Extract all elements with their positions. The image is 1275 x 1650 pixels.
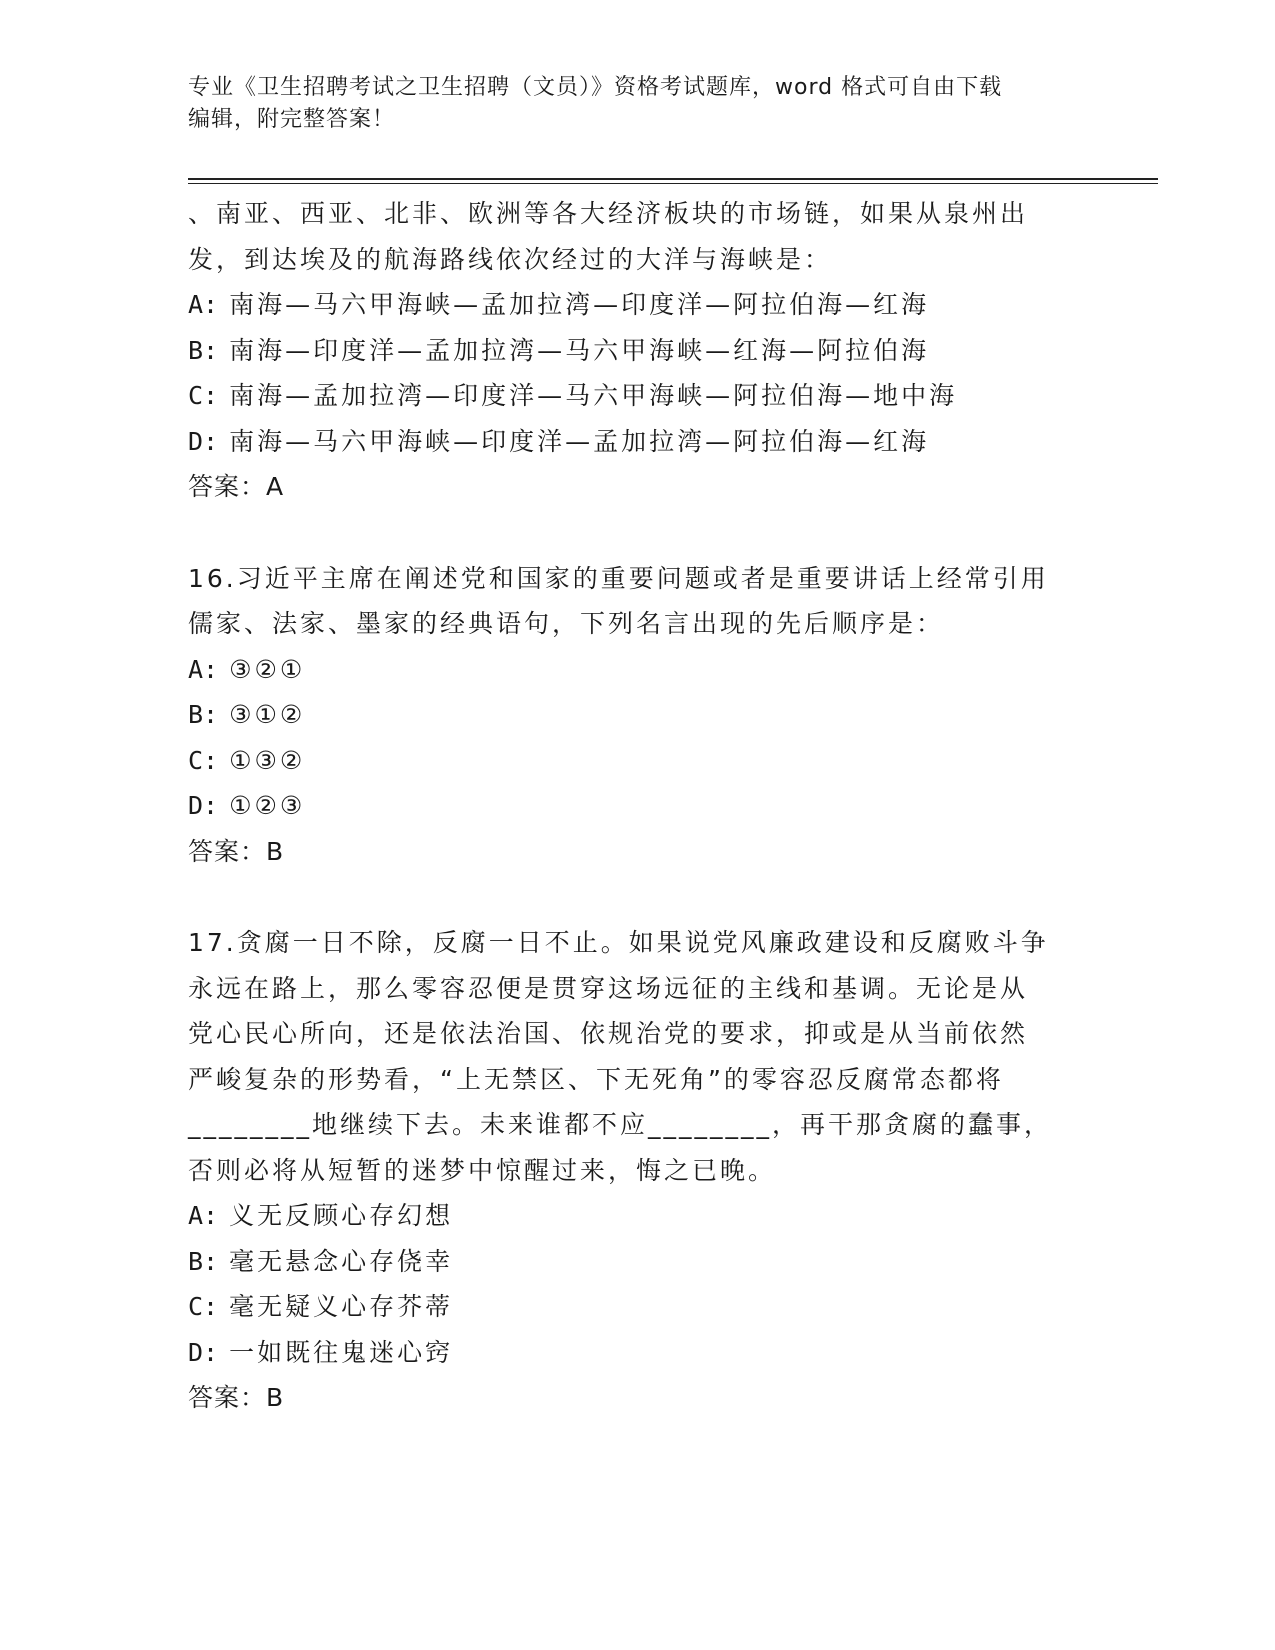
option-a bbox=[188, 647, 1088, 693]
option-letter: D: bbox=[188, 1337, 219, 1367]
option-d bbox=[188, 783, 1088, 829]
option-text: ③①② bbox=[229, 700, 306, 729]
option-text: 义无反顾心存幻想 bbox=[229, 1201, 454, 1230]
option-b bbox=[188, 328, 1088, 374]
option-text: ①③② bbox=[229, 745, 306, 775]
option-text: 南海—马六甲海峡—孟加拉湾—印度洋—阿拉伯海—红海 bbox=[229, 290, 930, 319]
option-letter: D: bbox=[188, 791, 219, 820]
question-16 bbox=[188, 556, 1088, 875]
option-c bbox=[188, 373, 1088, 419]
option-b bbox=[188, 1239, 1088, 1285]
option-text: ③②① bbox=[229, 654, 306, 684]
question-stem-line: 17.贪腐一日不除，反腐一日不止。如果说党风廉政建设和反腐败斗争 bbox=[188, 928, 1049, 957]
option-c bbox=[188, 1284, 1088, 1330]
option-letter: B: bbox=[188, 1246, 219, 1276]
option-letter: B: bbox=[188, 335, 219, 365]
question-stem-line: 党心民心所向，还是依法治国、依规治党的要求，抑或是从当前依然 bbox=[188, 1019, 1029, 1048]
option-text: 南海—孟加拉湾—印度洋—马六甲海峡—阿拉伯海—地中海 bbox=[229, 381, 958, 410]
option-a bbox=[188, 282, 1088, 328]
option-text: 毫无疑义心存芥蒂 bbox=[229, 1292, 454, 1321]
answer-line: 答案：A bbox=[188, 472, 285, 501]
question-stem-line: 16.习近平主席在阐述党和国家的重要问题或者是重要讲话上经常引用 bbox=[188, 563, 1049, 593]
option-letter: C: bbox=[188, 381, 219, 410]
option-text: 南海—印度洋—孟加拉湾—马六甲海峡—红海—阿拉伯海 bbox=[229, 335, 930, 365]
option-c bbox=[188, 738, 1088, 784]
header-line-1: 专业《卫生招聘考试之卫生招聘（文员）》资格考试题库，word 格式可自由下载 bbox=[188, 75, 1003, 100]
question-spacer bbox=[188, 874, 1088, 920]
header-divider-thin bbox=[188, 183, 1158, 184]
header-line-2: 编辑，附完整答案！ bbox=[188, 107, 396, 132]
question-17 bbox=[188, 920, 1088, 1421]
question-stem-line: 发，到达埃及的航海路线依次经过的大洋与海峡是： bbox=[188, 244, 833, 274]
option-text: ①②③ bbox=[229, 791, 306, 820]
question-stem-line: 永远在路上，那么零容忍便是贯穿这场远征的主线和基调。无论是从 bbox=[188, 973, 1029, 1003]
option-letter: C: bbox=[188, 1292, 219, 1321]
option-letter: A: bbox=[188, 290, 219, 319]
question-stem-line: 否则必将从短暂的迷梦中惊醒过来，悔之已晚。 bbox=[188, 1155, 777, 1185]
question-stem-line: 、南亚、西亚、北非、欧洲等各大经济板块的市场链，如果从泉州出 bbox=[188, 199, 1029, 228]
option-text: 一如既往鬼迷心窍 bbox=[229, 1337, 454, 1367]
question-15 bbox=[188, 191, 1088, 510]
option-d bbox=[188, 419, 1088, 465]
answer-line: 答案：B bbox=[188, 836, 285, 866]
question-stem-line: 儒家、法家、墨家的经典语句，下列名言出现的先后顺序是： bbox=[188, 609, 945, 638]
question-content bbox=[188, 191, 1088, 1421]
question-stem-line: ________地继续下去。未来谁都不应________，再干那贪腐的蠢事， bbox=[188, 1110, 1053, 1139]
option-letter: A: bbox=[188, 654, 219, 684]
option-letter: D: bbox=[188, 426, 219, 456]
header-divider-thick bbox=[188, 178, 1158, 180]
option-letter: A: bbox=[188, 1201, 219, 1230]
question-spacer bbox=[188, 510, 1088, 556]
option-text: 毫无悬念心存侥幸 bbox=[229, 1246, 454, 1276]
option-text: 南海—马六甲海峡—印度洋—孟加拉湾—阿拉伯海—红海 bbox=[229, 426, 930, 456]
option-b bbox=[188, 692, 1088, 738]
option-letter: B: bbox=[188, 700, 219, 729]
option-a bbox=[188, 1193, 1088, 1239]
option-letter: C: bbox=[188, 745, 219, 775]
question-stem-line: 严峻复杂的形势看，“上无禁区、下无死角”的零容忍反腐常态都将 bbox=[188, 1064, 1004, 1094]
document-header bbox=[188, 72, 1088, 136]
option-d bbox=[188, 1330, 1088, 1376]
answer-line: 答案：B bbox=[188, 1383, 285, 1412]
